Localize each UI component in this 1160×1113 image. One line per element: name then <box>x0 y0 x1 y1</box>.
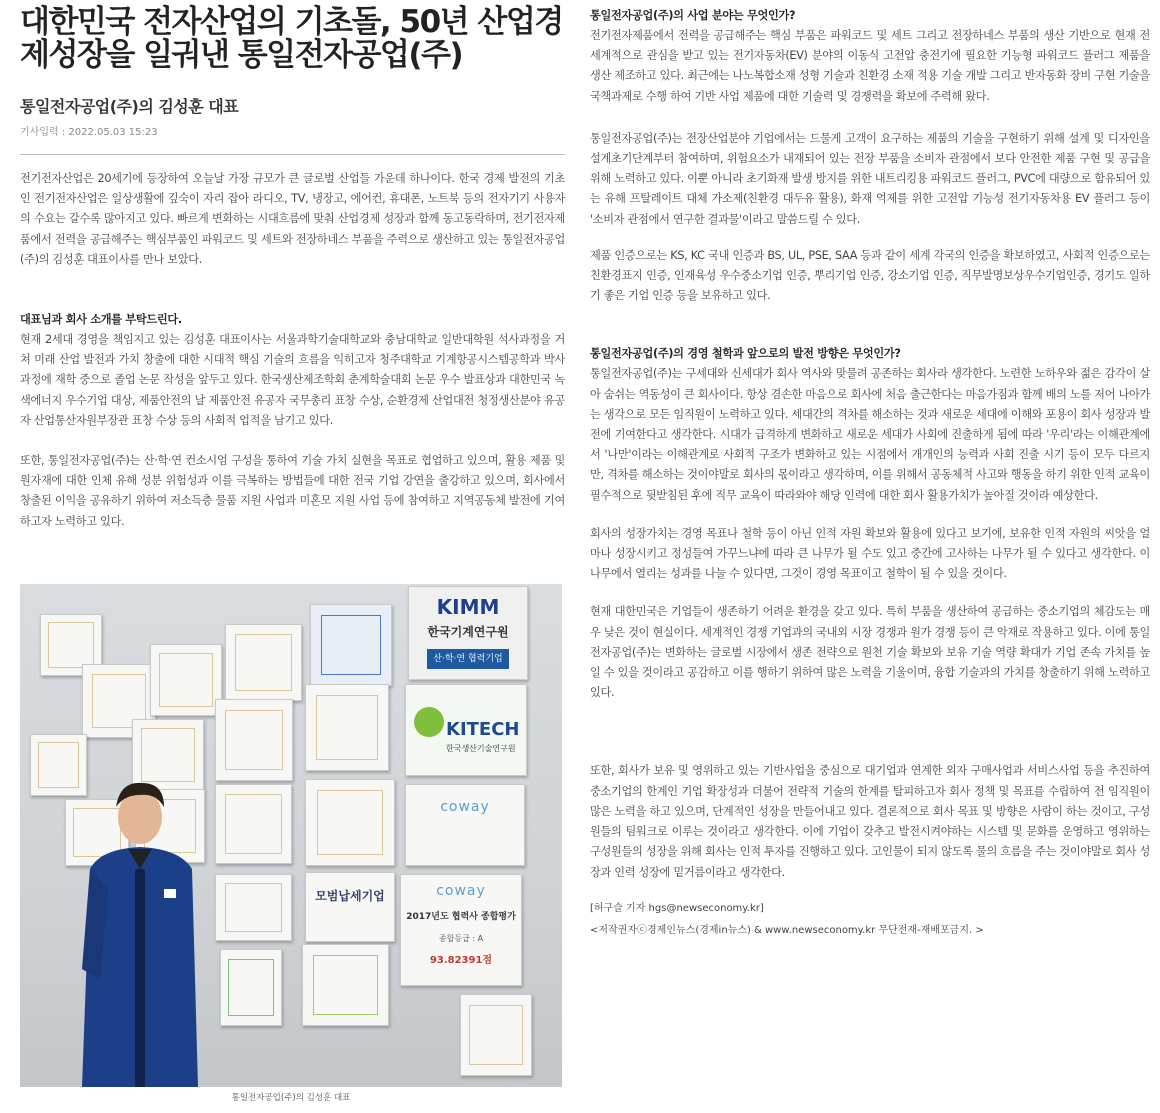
plaque <box>150 644 222 716</box>
title-line-2: 제성장을 일궈낸 통일전자공업(주) <box>20 37 463 73</box>
question-1: 대표님과 회사 소개를 부탁드린다. <box>20 313 182 327</box>
plaque <box>225 624 302 701</box>
coway-sign-1 <box>405 784 525 866</box>
divider <box>20 154 565 155</box>
question-3: 통일전자공업(주)의 경영 철학과 앞으로의 발전 방향은 무엇인가? <box>590 347 901 361</box>
kitech-sign <box>405 684 527 776</box>
coway-title: 2017년도 협력사 종합평가 <box>406 912 516 922</box>
kitech-emblem-icon <box>414 707 444 737</box>
right-column <box>590 6 1150 941</box>
plaque <box>460 994 532 1076</box>
coway-score: 93.82391점 <box>429 955 493 966</box>
coway-sign-2 <box>400 874 522 986</box>
copyright-notice: <저작권자ⓒ경제인뉴스(경제in뉴스) & www.newseconomy.kr 무단전재-재배포금지. > <box>590 924 984 936</box>
answer-3-paragraph-3: 현재 대한민국은 기업들이 생존하기 어려운 환경을 갖고 있다. 특히 부품을 생산하여 공급하는 중소기업의 체감도는 매우 낮은 것이 현실이다. 세계적인 경쟁 기업과의 국내외 시장 경쟁과 원가 경쟁 등이 큰 악재로 작용하고 있다. 이에 통일전자공업(주)는 변화하는 글로벌 시장에서 생존 전략으로 원천 기술 확보와 보유 기술 역량 확대가 기업 존속 가치를 높일 수 있을 것이라고 공감하고 이를 행하기 위하여 많은 노력을 기울이며, 융합 기술과의 가치를 창출하기 위해 노력하고 있다. <box>590 605 1150 700</box>
plaque <box>310 604 392 686</box>
plaque <box>305 779 395 866</box>
answer-3-paragraph-1: 통일전자공업(주)는 구세대와 신세대가 회사 역사와 맞물려 공존하는 회사라 생각한다. 노련한 노하우와 젊은 감각이 살아 숨쉬는 역동성이 큰 회사이다. 항상 겸손한 마음으로 회사에 처음 출근한다는 마음가짐과 함께 배의 노를 저어 나아가는 생각으로 모든 임직원이 노력하고 있다. 세대간의 격차를 해소하는 것과 새로운 세대에 이해와 포용이 회사 성장과 발전에 기여한다고 생각한다. 시대가 급격하게 변화하고 새로운 세대가 사회에 진출하게 됨에 따라 '우리'라는 이해관계에서 '나만'이라는 이해관계로 사회적 구조가 변화하고 있는 시점에서 개개인의 능력과 사회 진출 시기 등이 모두 다르지만, 격차를 해소하는 것이야말로 회사의 몫이라고 생각하며, 이를 위해서 공동체적 사고와 행동을 하기 위한 인적 교육이 필수적으로 뒷받침된 후에 직무 교육이 따라와야 해당 인력에 대한 회사 활용가치가 높아질 것이라 예상한다. <box>590 367 1150 502</box>
photo-caption: 통일전자공업(주)의 김성훈 대표 <box>231 1093 351 1103</box>
coway-logo: coway <box>436 883 486 899</box>
article-photo <box>20 584 562 1087</box>
plaque <box>30 734 87 796</box>
answer-3-paragraph-2: 회사의 성장가치는 경영 목표나 철학 등이 아닌 인적 자원 확보와 활용에 있다고 보기에, 보유한 인적 자원의 씨앗을 얼마나 성장시키고 정성들여 가꾸느냐에 따라 큰 나무가 될 수도 있고 중간에 고사하는 나무가 될 수 있다고 생각한다. 이 나무에서 열리는 성과를 나눌 수 있다면, 그것이 경영 목표이고 철학이 될 수 있을 것이다. <box>590 526 1150 581</box>
plaque <box>215 699 293 781</box>
plaque <box>215 784 292 864</box>
answer-2-paragraph-1: 전기전자제품에서 전력을 공급해주는 핵심 부품은 파워코드 및 세트 그리고 전장하네스 부품의 생산 기반으로 현재 전 세계적으로 관심을 받고 있는 전기자동차(EV) 분야의 이동식 고전압 충전기에 필요한 기능형 파워코드 플러그 제품을 생산 제조하고 있다. 최근에는 나노복합소재 성형 기술과 친환경 소재 적용 기술 개발 그리고 반자동화 장비 구현 기술을 국책과제로 수행 하여 기반 사업 제품에 대한 기술력 및 경쟁력을 확보에 주력해 왔다. <box>590 29 1150 103</box>
article-subtitle: 통일전자공업(주)의 김성훈 대표 <box>20 97 239 116</box>
zipper <box>135 869 145 1087</box>
coway-logo: coway <box>440 799 490 815</box>
kimm-sign <box>408 586 528 680</box>
answer-1-paragraph-1: 현재 2세대 경영을 책임지고 있는 김성훈 대표이사는 서울과학기술대학교와 충남대학교 일반대학원 석사과정을 거쳐 미래 산업 발전과 가치 창출에 대한 시대적 핵심 기술의 흐름을 익히고자 청주대학교 기계항공시스템공학과 박사 과정에 재학 중으로 졸업 논문 작성을 앞두고 있다. 한국생산제조학회 춘계학술대회 논문 우수 발표상과 대한민국 녹색에너지 우수기업 대상, 제품안전의 날 제품안전 유공자 국무총리 표창 수상, 순환경제 산업대전 청정생산분야 유공자 산업통산자원부장관 표창 수상 등의 사회적 업적을 남기고 있다. <box>20 333 565 427</box>
article-date: 기사입력 : 2022.05.03 15:23 <box>20 127 158 138</box>
title-line-1: 대한민국 전자산업의 기초돌, 50년 산업경 <box>20 4 563 40</box>
plaque <box>305 684 389 771</box>
left-column <box>20 6 565 532</box>
article-title <box>20 6 565 72</box>
answer-3-paragraph-4: 또한, 회사가 보유 및 영위하고 있는 기반사업을 중심으로 대기업과 연계한 외자 구매사업과 서비스사업 등을 추진하여 중소기업의 한계인 기업 확장성과 더불어 전략적 기술의 한계를 탈피하고자 회사 정책 및 목표를 수립하여 전 임직원이 많은 노력을 하고 있으며, 단계적인 성장을 만들어내고 있다. 결론적으로 회사 목표 및 방향은 사람이 하는 것이고, 구성원들의 팀워크로 이루는 것이라고 생각한다. 이에 기업이 갖추고 발전시켜야하는 시스템 및 문화를 운영하고 영위하는 구성원들의 성장을 위해 회사는 인적 투자를 진행하고 있다. 고인물이 되지 않도록 물의 흐름을 주는 것이야말로 회사 성장과 인력 성장에 밑거름이라고 생각한다. <box>590 764 1150 879</box>
kimm-bar: 산·학·연 협력기업 <box>427 649 509 669</box>
kitech-name: 한국생산기술연구원 <box>446 744 516 753</box>
person-figure <box>80 769 200 1087</box>
question-2: 통일전자공업(주)의 사업 분야는 무엇인가? <box>590 9 796 22</box>
kimm-name: 한국기계연구원 <box>427 625 509 639</box>
answer-2-paragraph-3: 제품 인증으로는 KS, KC 국내 인증과 BS, UL, PSE, SAA 등과 같이 세계 각국의 인증을 확보하였고, 사회적 인증으로는 친환경표지 인증, 인재육성 우수중소기업 인증, 뿌리기업 인증, 강소기업 인증, 직무발명보상우수기업인증, 경기도 일하기 좋은 기업 인증 등을 보유하고 있다. <box>590 248 1150 303</box>
plaque <box>220 949 282 1026</box>
reporter-byline: [허구슬 기자 hgs@newseconomy.kr] <box>590 902 764 914</box>
answer-2-paragraph-2: 통일전자공업(주)는 전장산업분야 기업에서는 드물게 고객이 요구하는 제품의 기술을 구현하기 위해 설계 및 디자인을 설계초기단계부터 참여하며, 위험요소가 내재되어 있는 전장 부품을 소비자 관점에서 보다 안전한 제품 구현 및 공급을 위해 노력하고 있다. 이뿐 아니라 초기화재 발생 방지를 위한 내트리킹용 파워코드 플러그, PVC에 대량으로 함유되어 있는 유해 프탈레이트 대체 가소제(친환경 대두유 활용), 화재 억제를 위한 고전압 기능성 전기자동차용 EV 플러그 등이 '소비자 관점에서 연구한 결과물'이라고 말씀드릴 수 있다. <box>590 131 1150 226</box>
plaque <box>215 874 292 941</box>
mobum-sign <box>305 872 395 942</box>
kitech-logo: KITECH <box>446 719 520 740</box>
kimm-logo: KIMM <box>436 595 500 619</box>
coway-grade: 종합등급 : A <box>438 934 484 943</box>
flag-patch-icon <box>164 889 176 898</box>
plaque <box>302 944 389 1026</box>
mobum-text: 모범납세기업 <box>315 889 385 903</box>
intro-paragraph: 전기전자산업은 20세기에 등장하여 오늘날 가장 규모가 큰 글로벌 산업들 가운데 하나이다. 한국 경제 발전의 기초인 전기전자산업은 일상생활에 깊숙이 자리 잡아 라디오, TV, 냉장고, 에어컨, 휴대폰, 노트북 등의 전자기기 사용자의 수요는 갈수록 많아지고 있다. 빠르게 변화하는 시대흐름에 맞춰 산업경제 성장과 함께 동고동락하며, 전기전자제품에서 전력을 공급해주는 핵심부품인 파워코드 및 세트와 전장하네스 부품을 주력으로 생산하고 있는 통일전자공업(주)의 김성훈 대표이사를 만나 보았다. <box>20 172 565 266</box>
answer-1-paragraph-2: 또한, 통일전자공업(주)는 산·학·연 컨소시엄 구성을 통하여 기술 가치 실현을 목표로 협업하고 있으며, 활용 제품 및 원자재에 대한 인체 유해 성분 위험성과 이를 극복하는 방법들에 대한 전국 기업 강연을 출강하고 있으며, 회사에서 창출된 이익을 공유하기 위하여 저소득층 물품 지원 사업과 미혼모 지원 사업 등에 참여하고 지역공동체 발전에 기여하고자 노력하고 있다. <box>20 454 565 528</box>
